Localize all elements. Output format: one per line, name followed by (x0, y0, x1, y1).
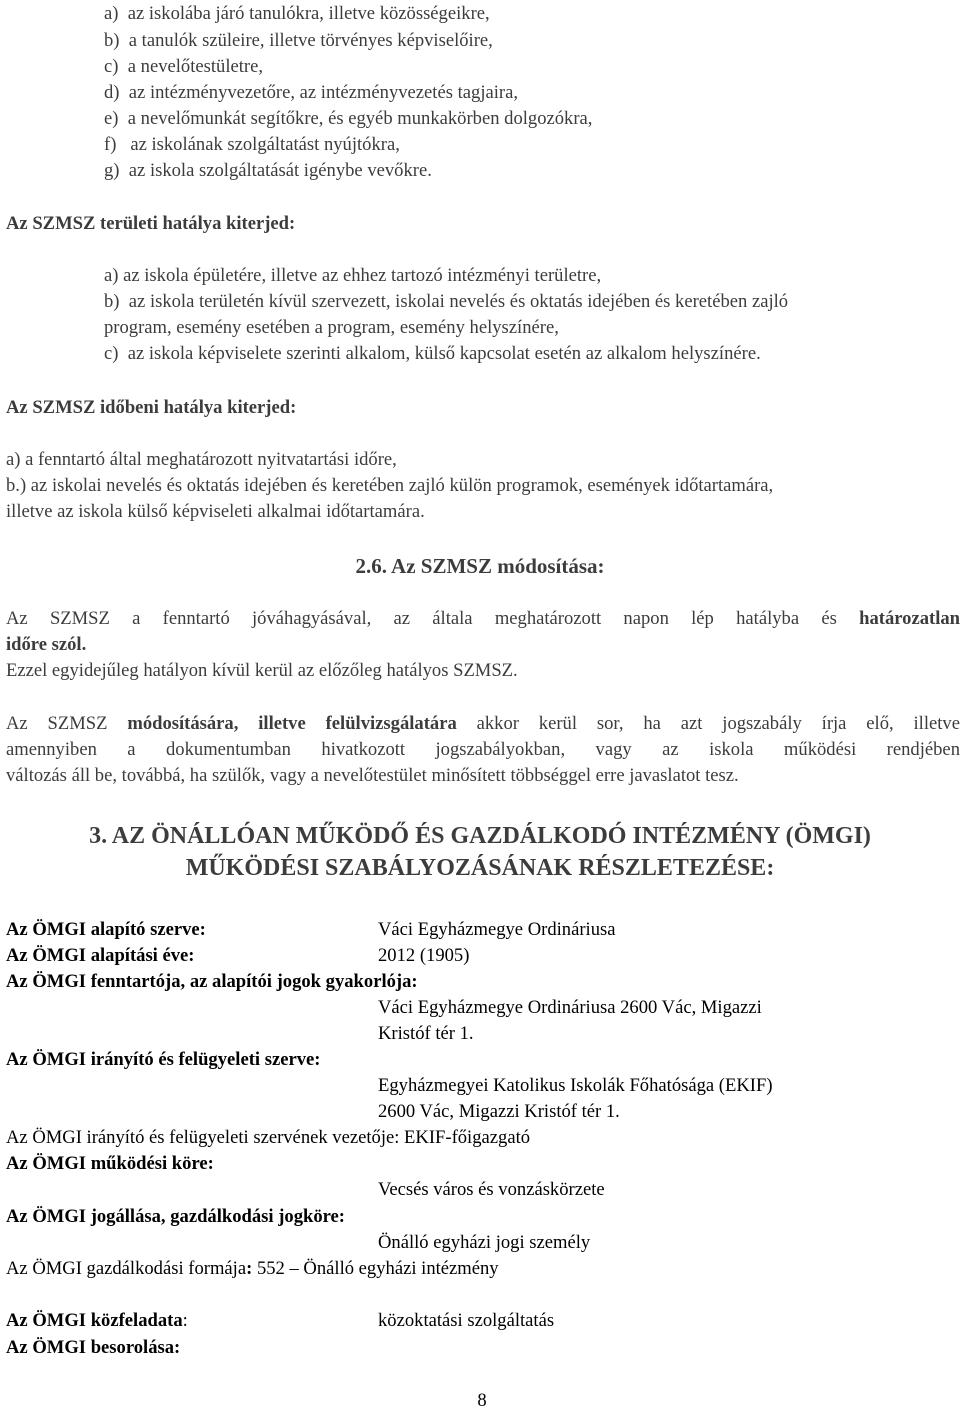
paragraph-line (6, 606, 960, 632)
list-item: a) az iskolába járó tanulókra, illetve közösségeikre, (104, 3, 490, 24)
field-value: 552 – Önálló egyházi intézmény (252, 1258, 499, 1279)
list-item: b) a tanulók szüleire, illetve törvényes képviselőire, (104, 30, 493, 51)
section-title: 2.6. Az SZMSZ módosítása: (355, 554, 605, 578)
list-item: d) az intézményvezetőre, az intézményvezetés tagjaira, (104, 82, 518, 103)
field-label: Az ÖMGI besorolása: (6, 1337, 181, 1358)
field-value: Egyházmegyei Katolikus Iskolák Főhatósága (EKIF) (378, 1075, 773, 1096)
chapter-title: 3. AZ ÖNÁLLÓAN MŰKÖDŐ ÉS GAZDÁLKODÓ INTÉZMÉNY (ÖMGI) (89, 823, 871, 849)
field-label: Az ÖMGI működési köre: (6, 1153, 214, 1174)
bold-run: időre szól. (6, 634, 87, 655)
bold-run: módosítására, illetve felülvizsgálatára (127, 713, 457, 734)
field-label: Az ÖMGI közfeladata (6, 1310, 183, 1331)
field-value: Vecsés város és vonzáskörzete (378, 1179, 605, 1200)
chapter-title: MŰKÖDÉSI SZABÁLYOZÁSÁNAK RÉSZLETEZÉSE: (185, 855, 775, 881)
field-value: 2600 Vác, Migazzi Kristóf tér 1. (378, 1101, 620, 1122)
temporal-item: illetve az iskola külső képviseleti alkalmai időtartamára. (6, 501, 425, 522)
field-label: Az ÖMGI alapító szerve: (6, 919, 206, 940)
page-number: 8 (477, 1390, 487, 1411)
territorial-item: c) az iskola képviselete szerinti alkalom, külső kapcsolat esetén az alkalom helyszínére. (104, 343, 761, 364)
field-colon: : (182, 1310, 188, 1331)
list-item: f) az iskolának szolgáltatást nyújtókra, (104, 134, 400, 155)
field-value: Váci Egyházmegye Ordináriusa 2600 Vác, Migazzi (378, 997, 762, 1018)
text-run: Az SZMSZ (6, 713, 128, 734)
field-label: Az ÖMGI gazdálkodási formája (6, 1258, 247, 1279)
field-label: Az ÖMGI fenntartója, az alapítói jogok gyakorlója: (6, 971, 418, 992)
temporal-heading: Az SZMSZ időbeni hatálya kiterjed: (6, 397, 297, 418)
text-run: akkor kerül sor, ha azt jogszabály írja elő, illetve (456, 713, 960, 734)
field-line (6, 1308, 188, 1334)
territorial-heading: Az SZMSZ területi hatálya kiterjed: (6, 213, 296, 234)
list-item: c) a nevelőtestületre, (104, 56, 264, 77)
paragraph-line: Ezzel egyidejűleg hatályon kívül kerül az előzőleg hatályos SZMSZ. (6, 660, 518, 681)
paragraph-line: változás áll be, továbbá, ha szülők, vagy a nevelőtestület minősített többséggel erre javaslatot tesz. (6, 765, 739, 786)
field-colon: : (246, 1258, 253, 1279)
field-value: 2012 (1905) (378, 945, 470, 966)
text-run: Az SZMSZ a fenntartó jóváhagyásával, az általa meghatározott napon lép hatályba és (6, 608, 860, 629)
field-value: Kristóf tér 1. (378, 1023, 474, 1044)
field-value: Önálló egyházi jogi személy (378, 1232, 591, 1253)
list-item: e) a nevelőmunkát segítőkre, és egyéb munkakörben dolgozókra, (104, 108, 593, 129)
field-label: Az ÖMGI irányító és felügyeleti szerve: (6, 1049, 321, 1070)
paragraph-line (6, 711, 960, 737)
field-value: közoktatási szolgáltatás (378, 1310, 555, 1331)
list-item: g) az iskola szolgáltatását igénybe vevőkre. (104, 160, 432, 181)
field-line: Az ÖMGI irányító és felügyeleti szervének vezetője: EKIF-főigazgató (6, 1127, 531, 1148)
field-label: Az ÖMGI jogállása, gazdálkodási jogköre: (6, 1206, 345, 1227)
paragraph-line: amennyiben a dokumentumban hivatkozott jogszabályokban, vagy az iskola működési rendjében (6, 739, 960, 760)
territorial-item: b) az iskola területén kívül szervezett, iskolai nevelés és oktatás idejében és keretében zajló (104, 291, 789, 312)
temporal-item: a) a fenntartó által meghatározott nyitvatartási időre, (6, 449, 397, 470)
field-line (6, 1256, 499, 1282)
bold-run: határozatlan (859, 608, 960, 629)
field-label: Az ÖMGI alapítási éve: (6, 945, 195, 966)
territorial-item: program, esemény esetében a program, esemény helyszínére, (104, 317, 559, 338)
field-value: Váci Egyházmegye Ordináriusa (378, 919, 616, 940)
temporal-item: b.) az iskolai nevelés és oktatás idejében és keretében zajló külön programok, események időtartamára, (6, 475, 774, 496)
territorial-item: a) az iskola épületére, illetve az ehhez tartozó intézményi területre, (104, 265, 602, 286)
